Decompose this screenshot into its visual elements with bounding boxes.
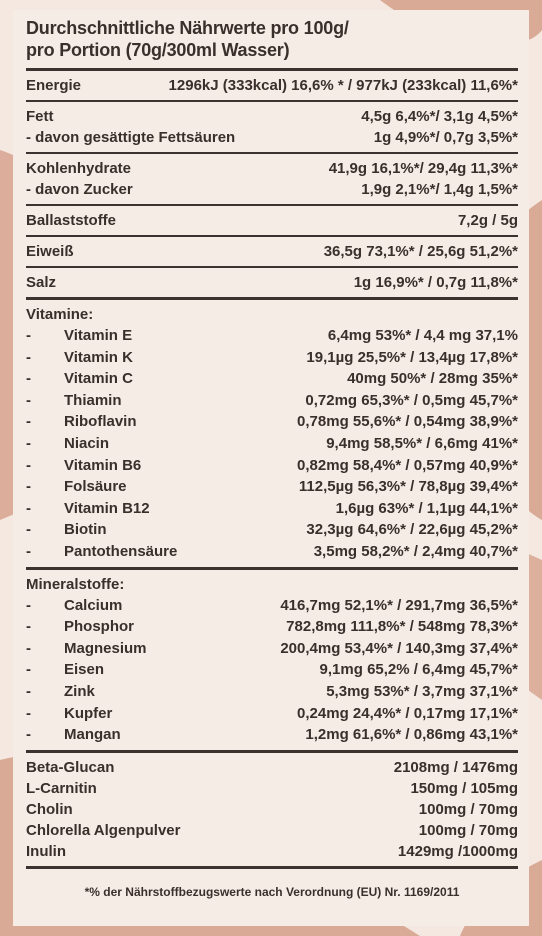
list-dash: - — [26, 542, 31, 560]
list-dash: - — [26, 499, 31, 517]
list-item — [26, 659, 518, 681]
item-value: 5,3mg 53%* / 3,7mg 37,1%* — [326, 682, 518, 700]
title-line-2: pro Portion (70g/300ml Wasser) — [26, 40, 290, 60]
list-item — [26, 724, 518, 746]
item-value: 200,4mg 53,4%* / 140,3mg 37,4%* — [280, 639, 518, 657]
nutrient-value: 1g 4,9%*/ 0,7g 3,5%* — [373, 129, 518, 146]
item-name: Vitamin C — [64, 370, 133, 388]
nutrient-value: 41,9g 16,1%*/ 29,4g 11,3%* — [328, 160, 518, 177]
protein-block — [26, 237, 518, 266]
minerals-block — [26, 570, 518, 750]
list-item — [26, 638, 518, 660]
nutrient-label: Beta-Glucan — [26, 758, 115, 776]
nutrient-value: 7,2g / 5g — [457, 212, 518, 229]
nutrient-label: Energie — [26, 77, 82, 94]
item-name: Eisen — [64, 661, 105, 679]
list-item — [26, 476, 518, 498]
item-name: Biotin — [64, 521, 107, 539]
list-dash: - — [26, 618, 31, 636]
item-value: 19,1µg 25,5%* / 13,4µg 17,8%* — [306, 348, 518, 366]
list-dash: - — [26, 478, 31, 496]
item-name: Vitamin B6 — [64, 456, 142, 474]
nutrient-label: Cholin — [26, 800, 73, 818]
item-name: Magnesium — [64, 639, 147, 657]
carbohydrate-block — [26, 154, 518, 204]
item-value: 1,6µg 63%* / 1,1µg 44,1%* — [335, 499, 518, 517]
item-name: Niacin — [64, 434, 110, 452]
divider — [26, 866, 518, 869]
list-dash: - — [26, 661, 31, 679]
item-value: 6,4mg 53%* / 4,4 mg 37,1% — [327, 327, 518, 344]
list-item — [26, 519, 518, 541]
list-item — [26, 541, 518, 563]
list-item — [26, 368, 518, 390]
list-item — [26, 411, 518, 433]
nutrient-row — [26, 179, 518, 200]
nutrient-value: 36,5g 73,1%* / 25,6g 51,2%* — [323, 243, 518, 260]
item-value: 9,1mg 65,2% / 6,4mg 45,7%* — [319, 661, 518, 679]
nutrient-label: - davon Zucker — [26, 181, 133, 198]
item-name: Mangan — [64, 726, 121, 744]
list-item — [26, 498, 518, 520]
nutrient-label: Inulin — [26, 842, 66, 860]
nutrient-label: Ballaststoffe — [26, 212, 117, 229]
fiber-block — [26, 206, 518, 235]
nutrient-value: 1429mg /1000mg — [397, 842, 518, 860]
nutrient-label: Chlorella Algenpulver — [26, 821, 181, 839]
nutrient-label: L-Carnitin — [26, 779, 97, 797]
list-dash: - — [26, 726, 31, 744]
title-line-1: Durchschnittliche Nährwerte pro 100g/ — [26, 18, 349, 38]
item-value: 1,2mg 61,6%* / 0,86mg 43,1%* — [305, 726, 518, 744]
list-dash: - — [26, 348, 31, 366]
list-dash: - — [26, 639, 31, 657]
nutrient-value: 1g 16,9%* / 0,7g 11,8%* — [353, 274, 518, 291]
list-item — [26, 347, 518, 369]
item-value: 416,7mg 52,1%* / 291,7mg 36,5%* — [280, 596, 518, 614]
nutrient-label: Salz — [26, 274, 57, 291]
nutrient-value: 100mg / 70mg — [418, 800, 518, 818]
item-name: Vitamin K — [64, 348, 133, 366]
list-item — [26, 325, 518, 347]
item-name: Vitamin E — [64, 327, 133, 344]
list-dash: - — [26, 521, 31, 539]
nutrient-row — [26, 272, 518, 293]
nutrient-row — [26, 106, 518, 127]
list-dash: - — [26, 596, 31, 614]
list-dash: - — [26, 434, 31, 452]
nutrient-row — [26, 841, 518, 862]
nutrition-table — [26, 17, 518, 899]
list-dash: - — [26, 327, 31, 344]
nutrient-row — [26, 757, 518, 778]
nutrient-row — [26, 210, 518, 231]
vitamins-block — [26, 300, 518, 567]
nutrient-row — [26, 820, 518, 841]
nutrient-value: 4,5g 6,4%*/ 3,1g 4,5%* — [361, 108, 518, 125]
nutrient-value: 1,9g 2,1%*/ 1,4g 1,5%* — [361, 181, 518, 198]
list-item — [26, 455, 518, 477]
item-name: Thiamin — [64, 391, 122, 409]
nutrient-label: Fett — [26, 108, 54, 125]
list-item — [26, 433, 518, 455]
nutrient-row — [26, 127, 518, 148]
list-item — [26, 390, 518, 412]
nutrient-row — [26, 799, 518, 820]
list-dash: - — [26, 413, 31, 431]
item-value: 32,3µg 64,6%* / 22,6µg 45,2%* — [306, 521, 518, 539]
item-name: Folsäure — [64, 478, 127, 496]
list-dash: - — [26, 682, 31, 700]
list-item — [26, 595, 518, 617]
list-dash: - — [26, 370, 31, 388]
item-value: 0,82mg 58,4%* / 0,57mg 40,9%* — [297, 456, 518, 474]
vitamin-list — [26, 325, 518, 563]
item-name: Vitamin B12 — [64, 499, 150, 517]
fat-block — [26, 102, 518, 152]
nutrient-row — [26, 778, 518, 799]
nutrient-label: Eiweiß — [26, 243, 74, 260]
list-dash: - — [26, 456, 31, 474]
list-item — [26, 616, 518, 638]
nutrient-value: 1296kJ (333kcal) 16,6% * / 977kJ (233kcal) 11,6%* — [168, 77, 518, 94]
mineral-list — [26, 595, 518, 746]
nutrient-row — [26, 158, 518, 179]
item-name: Pantothensäure — [64, 542, 178, 560]
nutrient-value: 100mg / 70mg — [418, 821, 518, 839]
nutrient-value: 150mg / 105mg — [410, 779, 518, 797]
salt-block — [26, 268, 518, 297]
nutrient-value: 2108mg / 1476mg — [393, 758, 518, 776]
list-item — [26, 703, 518, 725]
item-value: 782,8mg 111,8%* / 548mg 78,3%* — [286, 618, 518, 636]
nutrient-label: - davon gesättigte Fettsäuren — [26, 129, 236, 146]
nutrient-row — [26, 75, 518, 96]
other-ingredients-block — [26, 753, 518, 866]
vitamins-heading: Vitamine: — [26, 306, 94, 323]
item-value: 0,78mg 55,6%* / 0,54mg 38,9%* — [297, 413, 518, 431]
item-value: 0,24mg 24,4%* / 0,17mg 17,1%* — [297, 704, 518, 722]
item-name: Riboflavin — [64, 413, 137, 431]
footnote: *% der Nährstoffbezugswerte nach Verordnung (EU) Nr. 1169/2011 — [84, 884, 460, 899]
item-value: 112,5µg 56,3%* / 78,8µg 39,4%* — [298, 478, 518, 496]
item-value: 40mg 50%* / 28mg 35%* — [347, 370, 518, 388]
list-item — [26, 681, 518, 703]
item-value: 3,5mg 58,2%* / 2,4mg 40,7%* — [313, 542, 518, 560]
item-value: 0,72mg 65,3%* / 0,5mg 45,7%* — [305, 391, 518, 409]
item-name: Phosphor — [64, 618, 134, 636]
item-name: Zink — [64, 682, 95, 700]
nutrient-label: Kohlenhydrate — [26, 160, 132, 177]
item-value: 9,4mg 58,5%* / 6,6mg 41%* — [326, 434, 518, 452]
table-title — [26, 17, 518, 61]
minerals-heading: Mineralstoffe: — [26, 575, 125, 593]
energy-block — [26, 71, 518, 100]
nutrient-row — [26, 241, 518, 262]
list-dash: - — [26, 704, 31, 722]
item-name: Calcium — [64, 596, 123, 614]
list-dash: - — [26, 391, 31, 409]
item-name: Kupfer — [64, 704, 113, 722]
